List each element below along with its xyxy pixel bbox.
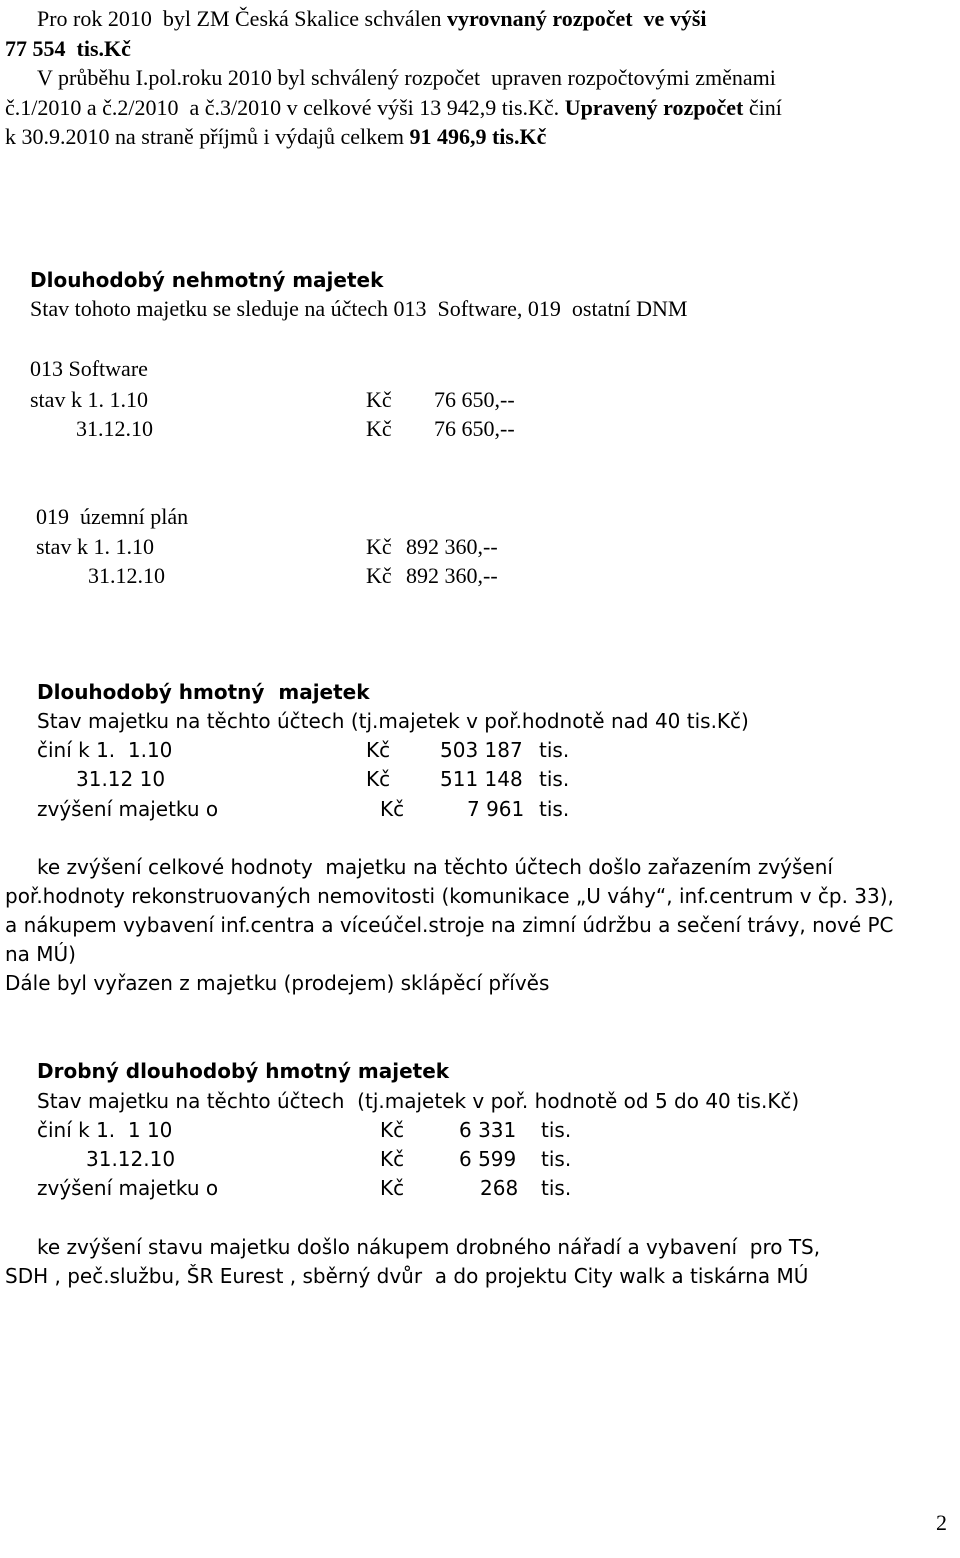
intro-bold-text: vyrovnaný rozpočet ve výši bbox=[447, 6, 707, 31]
software-row-currency: Kč bbox=[366, 387, 392, 412]
plan-row-date: stav k 1. 1.10 bbox=[36, 534, 154, 559]
intro-text: č.1/2010 a č.2/2010 a č.3/2010 v celkové výši 13 942,9 tis.Kč. bbox=[5, 95, 560, 120]
dhm-row-currency: Kč bbox=[366, 767, 391, 791]
dhm-disposal-note: Dále byl vyřazen z majetku (prodejem) sklápěcí přívěs bbox=[5, 971, 550, 995]
ddhm-row-currency: Kč bbox=[380, 1176, 405, 1200]
ddhm-row-amount: 6 599 bbox=[459, 1147, 517, 1171]
ddhm-row-unit: tis. bbox=[541, 1147, 572, 1171]
dhm-row-unit: tis. bbox=[539, 767, 570, 791]
plan-row-date: 31.12.10 bbox=[88, 563, 165, 588]
ddhm-row-unit: tis. bbox=[541, 1118, 572, 1142]
plan-row-amount: 892 360,-- bbox=[406, 534, 498, 559]
intro-text: Pro rok 2010 byl ZM Česká Skalice schválen bbox=[37, 6, 447, 31]
page-number: 2 bbox=[936, 1510, 947, 1535]
dnm-heading: Dlouhodobý nehmotný majetek bbox=[30, 268, 384, 292]
dhm-note-line: poř.hodnoty rekonstruovaných nemovitosti (komunikace „U váhy“, inf.centrum v čp. 33), bbox=[5, 884, 894, 908]
software-row-date: stav k 1. 1.10 bbox=[30, 387, 148, 412]
dhm-row-amount: 7 961 bbox=[467, 797, 525, 821]
dhm-row-label: 31.12 10 bbox=[76, 767, 166, 791]
ddhm-row-amount: 268 bbox=[480, 1176, 519, 1200]
ddhm-note-line: ke zvýšení stavu majetku došlo nákupem drobného nářadí a vybavení pro TS, bbox=[37, 1235, 821, 1259]
software-row-currency: Kč bbox=[366, 416, 392, 441]
ddhm-heading: Drobný dlouhodobý hmotný majetek bbox=[37, 1059, 450, 1083]
dhm-row-amount: 511 148 bbox=[440, 767, 523, 791]
plan-row-currency: Kč bbox=[366, 563, 392, 588]
intro-line-4 bbox=[5, 97, 782, 119]
intro-line-3: V průběhu I.pol.roku 2010 byl schválený rozpočet upraven rozpočtovými změnami bbox=[37, 65, 776, 90]
plan-row-currency: Kč bbox=[366, 534, 392, 559]
dhm-heading: Dlouhodobý hmotný majetek bbox=[37, 680, 370, 704]
plan-title: 019 územní plán bbox=[36, 504, 189, 529]
intro-line-2: 77 554 tis.Kč bbox=[5, 36, 131, 61]
dnm-description: Stav tohoto majetku se sleduje na účtech 013 Software, 019 ostatní DNM bbox=[30, 296, 688, 321]
ddhm-row-currency: Kč bbox=[380, 1147, 405, 1171]
dhm-row-unit: tis. bbox=[539, 738, 570, 762]
dhm-note-line: na MÚ) bbox=[5, 942, 76, 966]
software-row-amount: 76 650,-- bbox=[434, 387, 515, 412]
intro-bold-text: 91 496,9 tis.Kč bbox=[409, 124, 547, 149]
dhm-row-currency: Kč bbox=[366, 738, 391, 762]
dhm-note-line: ke zvýšení celkové hodnoty majetku na těchto účtech došlo zařazením zvýšení bbox=[37, 855, 833, 879]
software-row-date: 31.12.10 bbox=[76, 416, 153, 441]
software-title: 013 Software bbox=[30, 356, 148, 381]
dhm-row-unit: tis. bbox=[539, 797, 570, 821]
ddhm-row-label: 31.12.10 bbox=[86, 1147, 176, 1171]
plan-row-amount: 892 360,-- bbox=[406, 563, 498, 588]
intro-text: činí bbox=[743, 95, 782, 120]
ddhm-row-label: zvýšení majetku o bbox=[37, 1176, 219, 1200]
ddhm-row-amount: 6 331 bbox=[459, 1118, 517, 1142]
intro-text: k 30.9.2010 na straně příjmů i výdajů celkem bbox=[5, 124, 410, 149]
dhm-row-amount: 503 187 bbox=[440, 738, 523, 762]
dhm-row-currency: Kč bbox=[380, 797, 405, 821]
dhm-row-label: činí k 1. 1.10 bbox=[37, 738, 173, 762]
dhm-description: Stav majetku na těchto účtech (tj.majetek v poř.hodnotě nad 40 tis.Kč) bbox=[37, 709, 749, 733]
ddhm-note-line: SDH , peč.službu, ŠR Eurest , sběrný dvůr a do projektu City walk a tiskárna MÚ bbox=[5, 1264, 809, 1288]
ddhm-row-label: činí k 1. 1 10 bbox=[37, 1118, 173, 1142]
intro-line-1 bbox=[37, 8, 707, 30]
intro-bold-text: Upravený rozpočet bbox=[559, 95, 744, 120]
software-row-amount: 76 650,-- bbox=[434, 416, 515, 441]
intro-line-5 bbox=[5, 126, 546, 148]
ddhm-row-currency: Kč bbox=[380, 1118, 405, 1142]
ddhm-row-unit: tis. bbox=[541, 1176, 572, 1200]
dhm-note-line: a nákupem vybavení inf.centra a víceúčel.stroje na zimní údržbu a sečení trávy, nové PC bbox=[5, 913, 894, 937]
ddhm-description: Stav majetku na těchto účtech (tj.majetek v poř. hodnotě od 5 do 40 tis.Kč) bbox=[37, 1089, 800, 1113]
dhm-row-label: zvýšení majetku o bbox=[37, 797, 219, 821]
